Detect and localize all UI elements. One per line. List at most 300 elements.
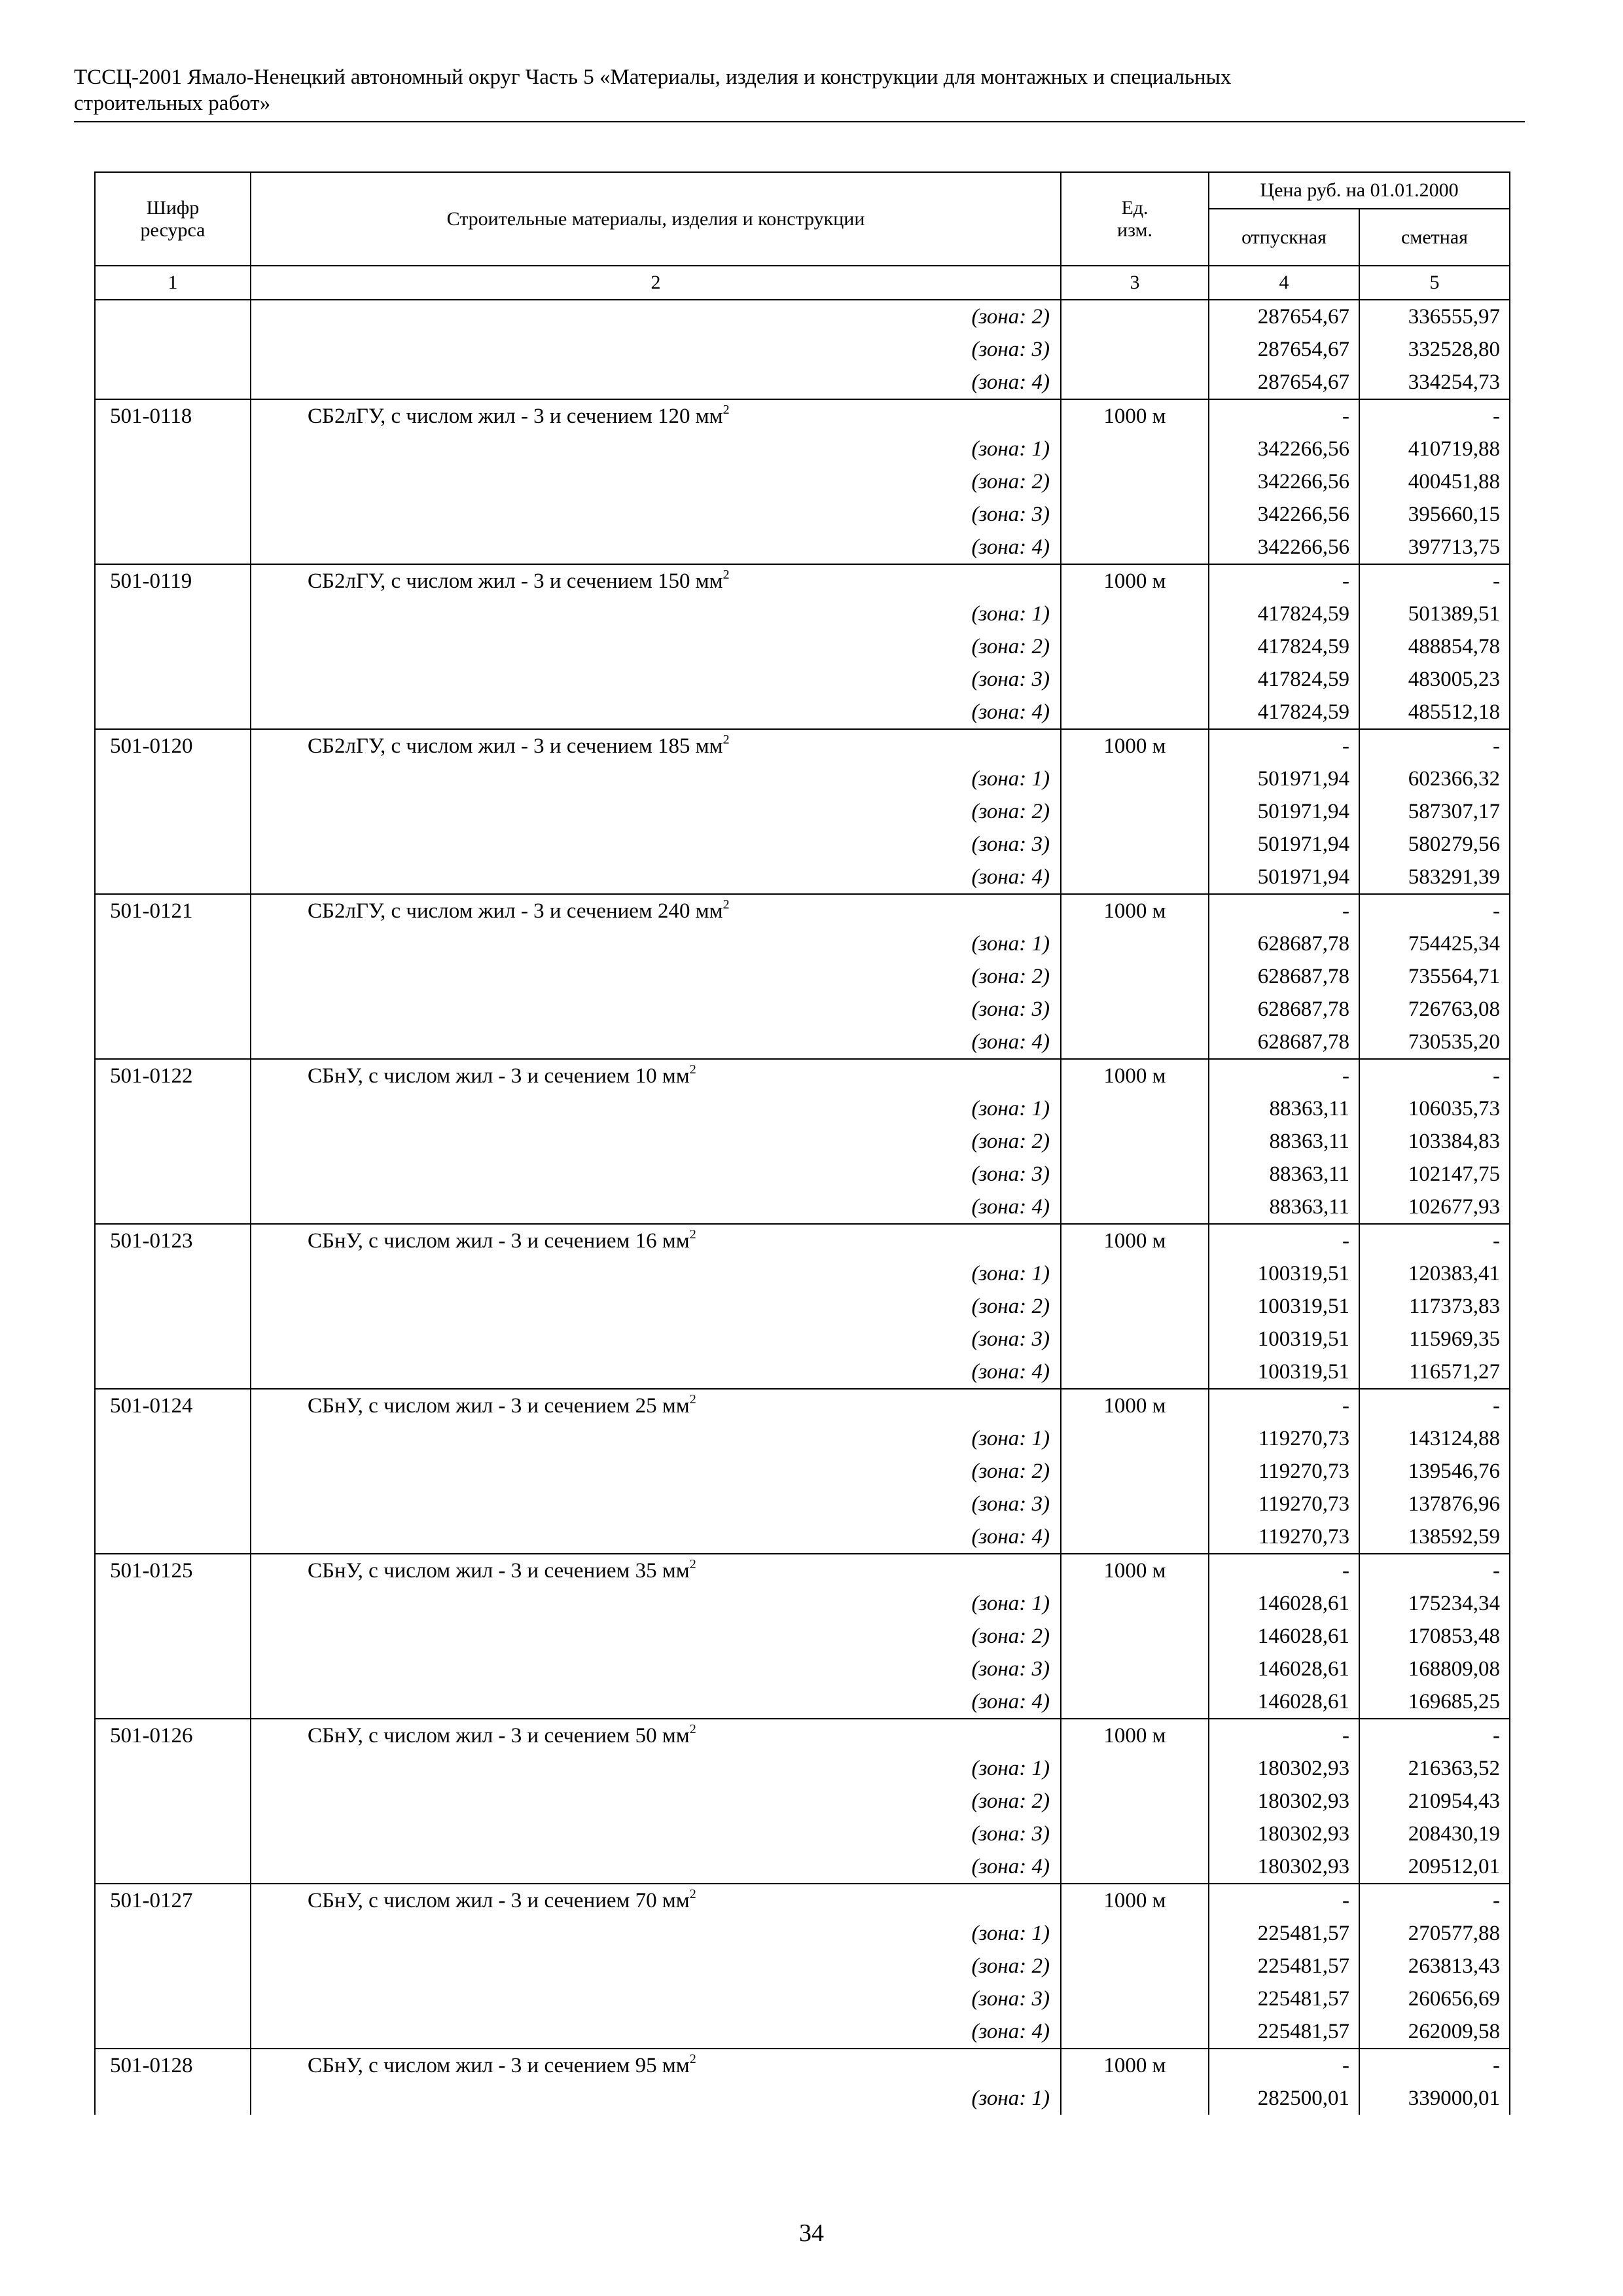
header-release: отпускная: [1209, 209, 1359, 266]
zone-row: [95, 1257, 1510, 1290]
unit-superscript: 2: [722, 897, 730, 912]
document-header: [74, 64, 1525, 117]
unit-cell: [1061, 1323, 1209, 1355]
estimate-price: 400451,88: [1359, 465, 1510, 498]
release-price: 180302,93: [1209, 1818, 1359, 1850]
release-price: 146028,61: [1209, 1685, 1359, 1719]
material-name-text: СБ2лГУ, с числом жил - 3 и сечением 150 мм: [308, 569, 723, 593]
header-name: Строительные материалы, изделия и конструкции: [251, 172, 1061, 266]
table-row: [95, 729, 1510, 762]
unit-cell: [1061, 960, 1209, 993]
release-price: 342266,56: [1209, 433, 1359, 465]
zone-label: (зона: 3): [251, 1323, 1061, 1355]
unit-cell: [1061, 1290, 1209, 1323]
release-price: 417824,59: [1209, 696, 1359, 729]
price-table: [94, 171, 1510, 2115]
header-line-2: строительных работ»: [74, 92, 271, 115]
estimate-price: -: [1359, 1719, 1510, 1752]
zone-label: (зона: 4): [251, 1520, 1061, 1554]
material-name-text: СБнУ, с числом жил - 3 и сечением 25 мм: [308, 1394, 690, 1418]
release-price: 225481,57: [1209, 1950, 1359, 1982]
resource-code: 501-0119: [95, 564, 251, 598]
estimate-price: 339000,01: [1359, 2082, 1510, 2115]
unit-cell: [1061, 1191, 1209, 1224]
estimate-price: 116571,27: [1359, 1355, 1510, 1389]
unit-cell: [1061, 861, 1209, 894]
unit-superscript: 2: [689, 1392, 696, 1407]
estimate-price: 410719,88: [1359, 433, 1510, 465]
resource-code-cell: [95, 531, 251, 564]
zone-row: [95, 696, 1510, 729]
unit-cell: [1061, 2015, 1209, 2049]
column-number: 3: [1061, 266, 1209, 300]
estimate-price: 260656,69: [1359, 1982, 1510, 2015]
resource-code-cell: [95, 795, 251, 828]
zone-row: [95, 1653, 1510, 1685]
unit-superscript: 2: [689, 1557, 696, 1571]
release-price: -: [1209, 1224, 1359, 1257]
unit-cell: [1061, 598, 1209, 630]
release-price: 100319,51: [1209, 1355, 1359, 1389]
zone-label: (зона: 4): [251, 861, 1061, 894]
header-code: Шифр ресурса: [95, 172, 251, 266]
unit: 1000 м: [1061, 1554, 1209, 1587]
table-row: [95, 1059, 1510, 1092]
release-price: 119270,73: [1209, 1422, 1359, 1455]
release-price: -: [1209, 564, 1359, 598]
table-body: [95, 300, 1510, 2115]
unit-cell: [1061, 1818, 1209, 1850]
resource-code-cell: [95, 1257, 251, 1290]
unit-superscript: 2: [722, 732, 730, 747]
material-name: [251, 1059, 1061, 1092]
estimate-price: 210954,43: [1359, 1785, 1510, 1818]
resource-code-cell: [95, 498, 251, 531]
estimate-price: 262009,58: [1359, 2015, 1510, 2049]
estimate-price: -: [1359, 399, 1510, 433]
estimate-price: 209512,01: [1359, 1850, 1510, 1884]
zone-label: (зона: 2): [251, 1455, 1061, 1488]
unit-cell: [1061, 1026, 1209, 1059]
zone-label: (зона: 3): [251, 993, 1061, 1026]
unit-cell: [1061, 1355, 1209, 1389]
zone-label: (зона: 1): [251, 1587, 1061, 1620]
zone-row: [95, 1158, 1510, 1191]
unit: 1000 м: [1061, 1224, 1209, 1257]
estimate-price: 483005,23: [1359, 663, 1510, 696]
resource-code: 501-0126: [95, 1719, 251, 1752]
zone-label: (зона: 3): [251, 1818, 1061, 1850]
zone-row: [95, 333, 1510, 366]
estimate-price: 117373,83: [1359, 1290, 1510, 1323]
unit: 1000 м: [1061, 1719, 1209, 1752]
estimate-price: -: [1359, 1224, 1510, 1257]
page-number: 34: [799, 2219, 824, 2247]
unit-cell: [1061, 465, 1209, 498]
unit-cell: [1061, 1785, 1209, 1818]
resource-code-cell: [95, 927, 251, 960]
material-name: [251, 399, 1061, 433]
zone-label: (зона: 3): [251, 498, 1061, 531]
release-price: 417824,59: [1209, 663, 1359, 696]
unit: 1000 м: [1061, 1389, 1209, 1422]
estimate-price: 336555,97: [1359, 300, 1510, 333]
zone-label: (зона: 2): [251, 1620, 1061, 1653]
material-name-text: СБнУ, с числом жил - 3 и сечением 35 мм: [308, 1559, 690, 1583]
release-price: 100319,51: [1209, 1290, 1359, 1323]
estimate-price: -: [1359, 729, 1510, 762]
resource-code-cell: [95, 1785, 251, 1818]
estimate-price: 334254,73: [1359, 366, 1510, 399]
resource-code-cell: [95, 828, 251, 861]
material-name-text: СБ2лГУ, с числом жил - 3 и сечением 240 мм: [308, 899, 723, 923]
resource-code-cell: [95, 1488, 251, 1520]
resource-code-cell: [95, 598, 251, 630]
release-price: 501971,94: [1209, 828, 1359, 861]
release-price: -: [1209, 729, 1359, 762]
unit-cell: [1061, 1685, 1209, 1719]
zone-row: [95, 1488, 1510, 1520]
unit-cell: [1061, 696, 1209, 729]
release-price: 225481,57: [1209, 1982, 1359, 2015]
resource-code-cell: [95, 1158, 251, 1191]
unit-cell: [1061, 333, 1209, 366]
zone-row: [95, 1685, 1510, 1719]
release-price: 501971,94: [1209, 762, 1359, 795]
zone-label: (зона: 1): [251, 1752, 1061, 1785]
release-price: -: [1209, 2049, 1359, 2082]
release-price: 417824,59: [1209, 630, 1359, 663]
resource-code-cell: [95, 762, 251, 795]
unit-cell: [1061, 993, 1209, 1026]
release-price: 628687,78: [1209, 960, 1359, 993]
resource-code: 501-0122: [95, 1059, 251, 1092]
resource-code-cell: [95, 1125, 251, 1158]
resource-code: 501-0123: [95, 1224, 251, 1257]
column-number: 4: [1209, 266, 1359, 300]
material-name-text: СБ2лГУ, с числом жил - 3 и сечением 120 мм: [308, 404, 723, 428]
unit-cell: [1061, 300, 1209, 333]
resource-code-cell: [95, 2015, 251, 2049]
zone-row: [95, 498, 1510, 531]
resource-code-cell: [95, 960, 251, 993]
unit-cell: [1061, 1455, 1209, 1488]
header-rule: [74, 121, 1525, 122]
zone-label: (зона: 2): [251, 960, 1061, 993]
estimate-price: 488854,78: [1359, 630, 1510, 663]
estimate-price: 137876,96: [1359, 1488, 1510, 1520]
estimate-price: 602366,32: [1359, 762, 1510, 795]
unit-cell: [1061, 1092, 1209, 1125]
unit: 1000 м: [1061, 1059, 1209, 1092]
zone-row: [95, 1752, 1510, 1785]
release-price: 119270,73: [1209, 1488, 1359, 1520]
zone-row: [95, 1818, 1510, 1850]
unit: 1000 м: [1061, 1884, 1209, 1917]
material-name-text: СБнУ, с числом жил - 3 и сечением 16 мм: [308, 1229, 690, 1253]
zone-label: (зона: 3): [251, 1653, 1061, 1685]
resource-code: 501-0124: [95, 1389, 251, 1422]
unit: 1000 м: [1061, 564, 1209, 598]
material-name-text: СБнУ, с числом жил - 3 и сечением 70 мм: [308, 1889, 690, 1912]
resource-code-cell: [95, 1950, 251, 1982]
zone-label: (зона: 2): [251, 1950, 1061, 1982]
resource-code: 501-0121: [95, 894, 251, 927]
estimate-price: 208430,19: [1359, 1818, 1510, 1850]
unit: 1000 м: [1061, 894, 1209, 927]
release-price: 225481,57: [1209, 1917, 1359, 1950]
unit-cell: [1061, 1620, 1209, 1653]
material-name: [251, 894, 1061, 927]
zone-row: [95, 1520, 1510, 1554]
release-price: 88363,11: [1209, 1158, 1359, 1191]
resource-code-cell: [95, 1685, 251, 1719]
estimate-price: -: [1359, 1059, 1510, 1092]
resource-code-cell: [95, 861, 251, 894]
release-price: 282500,01: [1209, 2082, 1359, 2115]
estimate-price: 115969,35: [1359, 1323, 1510, 1355]
resource-code-cell: [95, 366, 251, 399]
zone-row: [95, 828, 1510, 861]
zone-row: [95, 960, 1510, 993]
release-price: 628687,78: [1209, 927, 1359, 960]
resource-code-cell: [95, 1653, 251, 1685]
zone-row: [95, 1026, 1510, 1059]
zone-row: [95, 1785, 1510, 1818]
material-name: [251, 2049, 1061, 2082]
zone-label: (зона: 1): [251, 1917, 1061, 1950]
estimate-price: -: [1359, 1884, 1510, 1917]
release-price: 501971,94: [1209, 861, 1359, 894]
unit-cell: [1061, 1917, 1209, 1950]
unit-cell: [1061, 927, 1209, 960]
release-price: 180302,93: [1209, 1752, 1359, 1785]
zone-label: (зона: 2): [251, 795, 1061, 828]
release-price: 287654,67: [1209, 300, 1359, 333]
release-price: 342266,56: [1209, 531, 1359, 564]
resource-code-cell: [95, 1422, 251, 1455]
resource-code-cell: [95, 1323, 251, 1355]
zone-row: [95, 861, 1510, 894]
resource-code-cell: [95, 1917, 251, 1950]
estimate-price: 583291,39: [1359, 861, 1510, 894]
release-price: -: [1209, 894, 1359, 927]
estimate-price: 216363,52: [1359, 1752, 1510, 1785]
unit-cell: [1061, 1257, 1209, 1290]
material-name: [251, 564, 1061, 598]
estimate-price: 170853,48: [1359, 1620, 1510, 1653]
resource-code-cell: [95, 1752, 251, 1785]
resource-code-cell: [95, 1818, 251, 1850]
material-name-text: СБнУ, с числом жил - 3 и сечением 95 мм: [308, 2054, 690, 2077]
unit-cell: [1061, 1520, 1209, 1554]
table-row: [95, 564, 1510, 598]
zone-label: (зона: 2): [251, 1290, 1061, 1323]
unit-cell: [1061, 1422, 1209, 1455]
unit-cell: [1061, 1158, 1209, 1191]
estimate-price: 395660,15: [1359, 498, 1510, 531]
zone-row: [95, 1191, 1510, 1224]
zone-row: [95, 927, 1510, 960]
zone-label: (зона: 2): [251, 1125, 1061, 1158]
unit-cell: [1061, 366, 1209, 399]
zone-row: [95, 993, 1510, 1026]
zone-row: [95, 1850, 1510, 1884]
unit-superscript: 2: [722, 567, 730, 582]
unit-cell: [1061, 630, 1209, 663]
zone-label: (зона: 4): [251, 1685, 1061, 1719]
unit-cell: [1061, 1752, 1209, 1785]
unit-superscript: 2: [689, 1722, 696, 1736]
zone-row: [95, 2082, 1510, 2115]
header-line-1: ТССЦ-2001 Ямало-Ненецкий автономный округ Часть 5 «Материалы, изделия и конструкции для монтажных и специальных: [74, 65, 1232, 89]
zone-label: (зона: 3): [251, 828, 1061, 861]
material-name-text: СБнУ, с числом жил - 3 и сечением 10 мм: [308, 1064, 690, 1088]
header-unit: Ед. изм.: [1061, 172, 1209, 266]
resource-code-cell: [95, 333, 251, 366]
estimate-price: 754425,34: [1359, 927, 1510, 960]
table-row: [95, 1719, 1510, 1752]
estimate-price: 332528,80: [1359, 333, 1510, 366]
column-number: 5: [1359, 266, 1510, 300]
unit: 1000 м: [1061, 399, 1209, 433]
zone-label: (зона: 2): [251, 630, 1061, 663]
zone-row: [95, 1323, 1510, 1355]
resource-code-cell: [95, 300, 251, 333]
zone-label: (зона: 4): [251, 696, 1061, 729]
release-price: 287654,67: [1209, 333, 1359, 366]
zone-label: (зона: 3): [251, 1158, 1061, 1191]
zone-label: (зона: 4): [251, 1850, 1061, 1884]
resource-code-cell: [95, 1982, 251, 2015]
zone-row: [95, 663, 1510, 696]
zone-row: [95, 1587, 1510, 1620]
unit: 1000 м: [1061, 2049, 1209, 2082]
unit-cell: [1061, 1125, 1209, 1158]
unit-cell: [1061, 531, 1209, 564]
zone-row: [95, 1092, 1510, 1125]
zone-label: (зона: 3): [251, 1982, 1061, 2015]
zone-row: [95, 433, 1510, 465]
zone-label: (зона: 1): [251, 762, 1061, 795]
material-name: [251, 1224, 1061, 1257]
unit-cell: [1061, 1653, 1209, 1685]
release-price: 146028,61: [1209, 1653, 1359, 1685]
release-price: 180302,93: [1209, 1850, 1359, 1884]
table-row: [95, 894, 1510, 927]
estimate-price: 587307,17: [1359, 795, 1510, 828]
zone-row: [95, 1355, 1510, 1389]
zone-row: [95, 1620, 1510, 1653]
resource-code-cell: [95, 1455, 251, 1488]
release-price: 342266,56: [1209, 498, 1359, 531]
resource-code-cell: [95, 696, 251, 729]
release-price: -: [1209, 1059, 1359, 1092]
zone-row: [95, 1422, 1510, 1455]
release-price: 225481,57: [1209, 2015, 1359, 2049]
resource-code: 501-0120: [95, 729, 251, 762]
zone-row: [95, 1290, 1510, 1323]
estimate-price: 730535,20: [1359, 1026, 1510, 1059]
unit-superscript: 2: [689, 1227, 696, 1242]
zone-label: (зона: 4): [251, 1355, 1061, 1389]
estimate-price: 102147,75: [1359, 1158, 1510, 1191]
release-price: 100319,51: [1209, 1323, 1359, 1355]
material-name: [251, 1554, 1061, 1587]
zone-label: (зона: 1): [251, 1422, 1061, 1455]
column-number: 1: [95, 266, 251, 300]
unit-cell: [1061, 1587, 1209, 1620]
unit-cell: [1061, 795, 1209, 828]
estimate-price: -: [1359, 2049, 1510, 2082]
release-price: 100319,51: [1209, 1257, 1359, 1290]
zone-label: (зона: 3): [251, 663, 1061, 696]
release-price: 88363,11: [1209, 1191, 1359, 1224]
table-row: [95, 1884, 1510, 1917]
header-estimate: сметная: [1359, 209, 1510, 266]
release-price: 342266,56: [1209, 465, 1359, 498]
zone-label: (зона: 1): [251, 1257, 1061, 1290]
estimate-price: -: [1359, 1554, 1510, 1587]
zone-label: (зона: 4): [251, 1191, 1061, 1224]
zone-label: (зона: 2): [251, 300, 1061, 333]
table-row: [95, 1224, 1510, 1257]
zone-row: [95, 1125, 1510, 1158]
zone-label: (зона: 1): [251, 598, 1061, 630]
zone-row: [95, 1950, 1510, 1982]
release-price: -: [1209, 1719, 1359, 1752]
release-price: 146028,61: [1209, 1620, 1359, 1653]
estimate-price: -: [1359, 564, 1510, 598]
zone-label: (зона: 1): [251, 927, 1061, 960]
estimate-price: 485512,18: [1359, 696, 1510, 729]
estimate-price: 397713,75: [1359, 531, 1510, 564]
resource-code-cell: [95, 630, 251, 663]
release-price: 146028,61: [1209, 1587, 1359, 1620]
estimate-price: 138592,59: [1359, 1520, 1510, 1554]
unit-cell: [1061, 663, 1209, 696]
unit-cell: [1061, 762, 1209, 795]
unit-cell: [1061, 498, 1209, 531]
release-price: -: [1209, 1554, 1359, 1587]
unit-cell: [1061, 1488, 1209, 1520]
release-price: 88363,11: [1209, 1092, 1359, 1125]
resource-code: 501-0125: [95, 1554, 251, 1587]
zone-row: [95, 366, 1510, 399]
unit-cell: [1061, 828, 1209, 861]
zone-label: (зона: 2): [251, 465, 1061, 498]
zone-label: (зона: 3): [251, 1488, 1061, 1520]
zone-row: [95, 762, 1510, 795]
unit-cell: [1061, 1950, 1209, 1982]
header-price-group: Цена руб. на 01.01.2000: [1209, 172, 1510, 209]
resource-code-cell: [95, 1092, 251, 1125]
estimate-price: -: [1359, 1389, 1510, 1422]
unit-superscript: 2: [689, 1887, 696, 1901]
zone-label: (зона: 4): [251, 1026, 1061, 1059]
zone-row: [95, 2015, 1510, 2049]
release-price: 628687,78: [1209, 1026, 1359, 1059]
zone-row: [95, 300, 1510, 333]
release-price: -: [1209, 1884, 1359, 1917]
zone-row: [95, 1455, 1510, 1488]
unit-cell: [1061, 1850, 1209, 1884]
resource-code-cell: [95, 1587, 251, 1620]
unit-superscript: 2: [689, 2052, 696, 2066]
resource-code-cell: [95, 993, 251, 1026]
column-number: 2: [251, 266, 1061, 300]
release-price: 119270,73: [1209, 1455, 1359, 1488]
